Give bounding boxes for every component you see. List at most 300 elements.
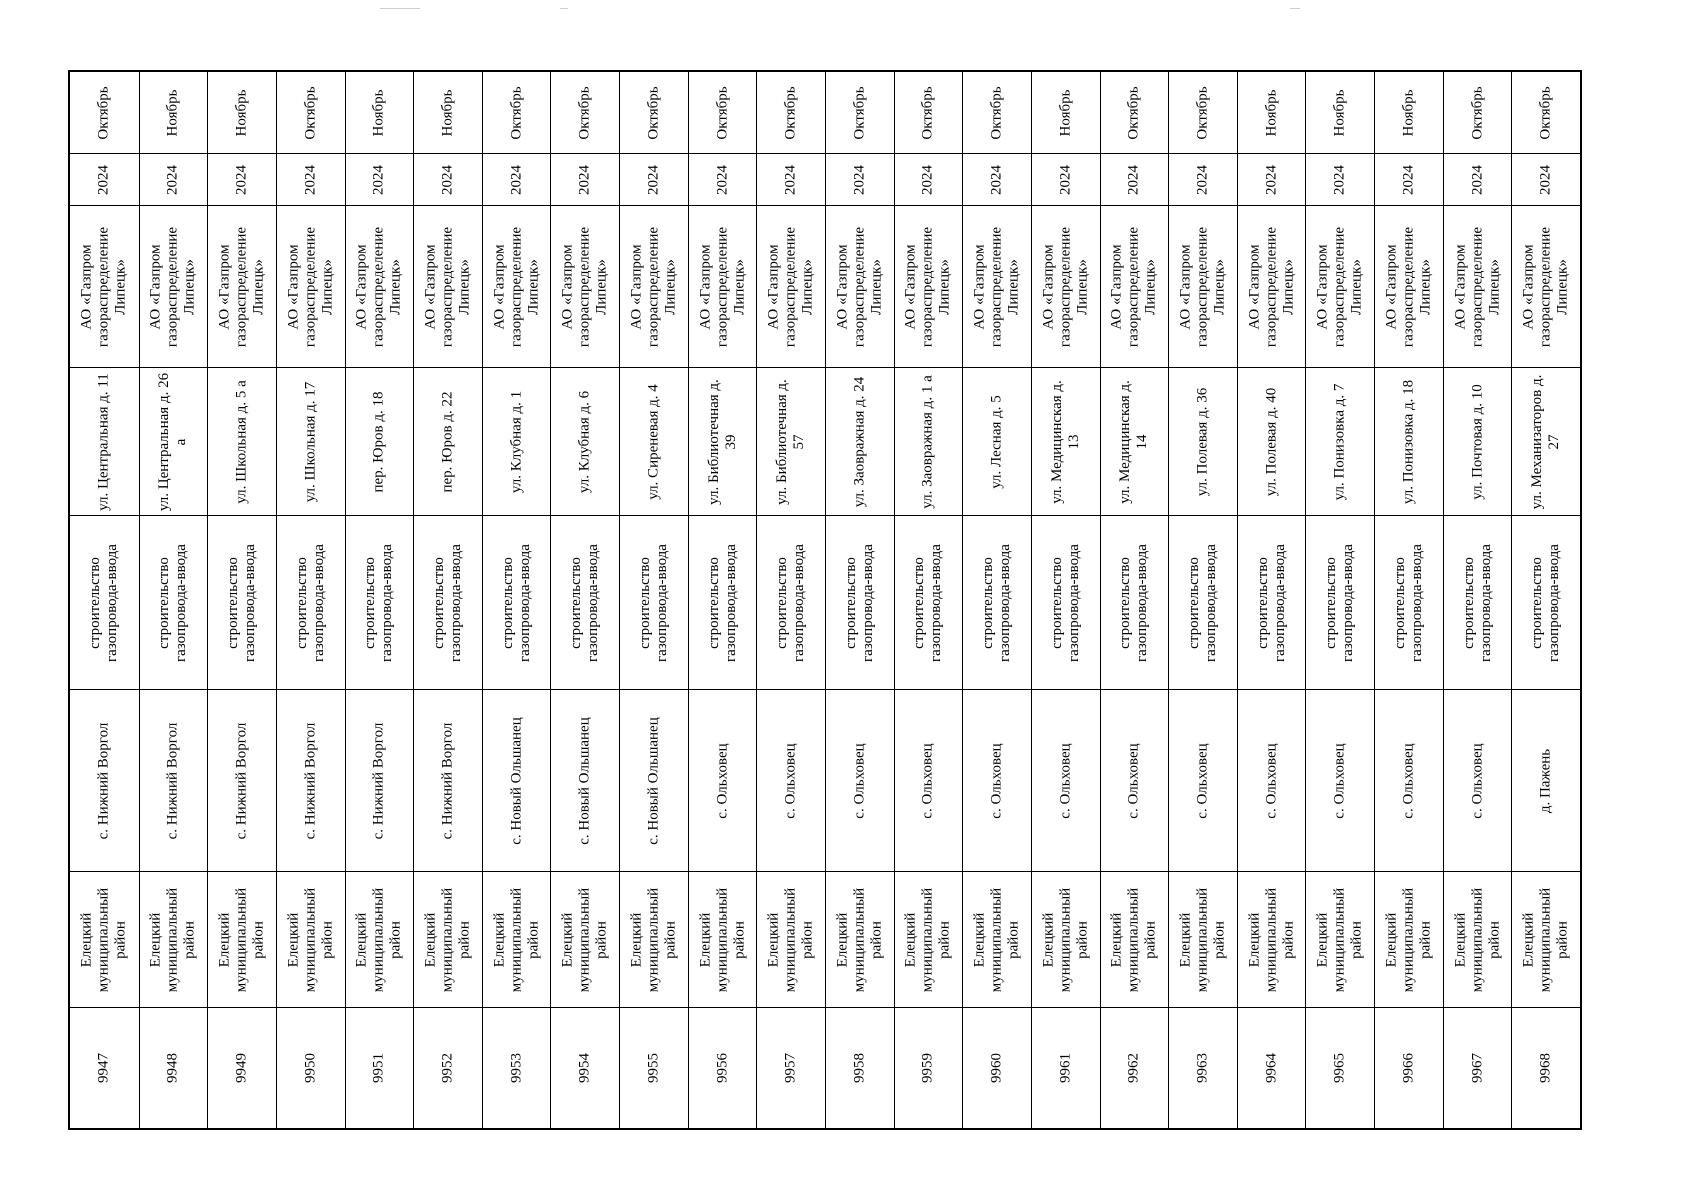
cell-month [1169, 72, 1237, 154]
cell-organization [1032, 206, 1100, 368]
address-text: ул. Библиотечная д. 39 [705, 378, 739, 505]
cell-settlement [1512, 690, 1580, 872]
cell-number [140, 1008, 208, 1128]
cell-month [689, 72, 757, 154]
organization-text: АО «Газпром газораспределение Липецк» [834, 226, 885, 347]
number-text: 9948 [164, 1053, 181, 1083]
cell-organization [140, 206, 208, 368]
work-type-text: строительство газопровода-ввода [1048, 543, 1082, 662]
scan-artifact [560, 8, 568, 9]
organization-text: АО «Газпром газораспределение Липецк» [1040, 226, 1091, 347]
cell-settlement [620, 690, 688, 872]
work-type-text: строительство газопровода-ввода [911, 543, 945, 662]
cell-address [689, 368, 757, 516]
month-text: Ноябрь [233, 89, 250, 136]
organization-text: АО «Газпром газораспределение Липецк» [1452, 226, 1503, 347]
table-row [1168, 72, 1237, 1128]
table-row [70, 72, 139, 1128]
district-text: Елецкий муниципальный район [147, 887, 198, 992]
organization-text: АО «Газпром газораспределение Липецк» [1314, 226, 1365, 347]
year-text: 2024 [851, 164, 868, 195]
cell-number [346, 1008, 414, 1128]
year-text: 2024 [1331, 164, 1348, 195]
cell-settlement [895, 690, 963, 872]
cell-work-type [70, 516, 139, 690]
cell-address [757, 368, 825, 516]
number-text: 9959 [919, 1053, 936, 1083]
work-type-text: строительство газопровода-ввода [1460, 543, 1494, 662]
cell-address [1375, 368, 1443, 516]
district-text: Елецкий муниципальный район [902, 887, 953, 992]
year-text: 2024 [439, 164, 456, 195]
work-type-text: строительство газопровода-ввода [1391, 543, 1425, 662]
district-text: Елецкий муниципальный район [216, 887, 267, 992]
organization-text: АО «Газпром газораспределение Липецк» [491, 226, 542, 347]
cell-work-type [1101, 516, 1169, 690]
address-text: ул. Школьная д. 17 [302, 381, 319, 502]
settlement-text: с. Ольховец [851, 742, 868, 819]
month-text: Октябрь [714, 85, 731, 140]
cell-settlement [757, 690, 825, 872]
cell-number [1512, 1008, 1580, 1128]
settlement-text: с. Ольховец [782, 742, 799, 819]
month-text: Октябрь [988, 85, 1005, 140]
district-text: Елецкий муниципальный район [1246, 887, 1297, 992]
organization-text: АО «Газпром газораспределение Липецк» [1520, 226, 1571, 347]
cell-settlement [208, 690, 276, 872]
cell-work-type [1444, 516, 1512, 690]
cell-settlement [689, 690, 757, 872]
district-text: Елецкий муниципальный район [491, 887, 542, 992]
cell-organization [963, 206, 1031, 368]
cell-address [1444, 368, 1512, 516]
cell-organization [689, 206, 757, 368]
cell-district [346, 872, 414, 1008]
cell-number [895, 1008, 963, 1128]
work-type-text: строительство газопровода-ввода [1117, 543, 1151, 662]
cell-organization [1306, 206, 1374, 368]
cell-work-type [551, 516, 619, 690]
number-text: 9960 [988, 1053, 1005, 1083]
year-text: 2024 [302, 164, 319, 195]
number-text: 9965 [1331, 1053, 1348, 1083]
cell-month [1101, 72, 1169, 154]
year-text: 2024 [233, 164, 250, 195]
cell-month [208, 72, 276, 154]
settlement-text: с. Нижний Воргол [233, 722, 250, 839]
cell-district [1375, 872, 1443, 1008]
cell-year [1512, 154, 1580, 206]
year-text: 2024 [508, 164, 525, 195]
cell-settlement [551, 690, 619, 872]
cell-address [1101, 368, 1169, 516]
year-text: 2024 [782, 164, 799, 195]
district-text: Елецкий муниципальный район [353, 887, 404, 992]
settlement-text: с. Новый Ольшанец [576, 716, 593, 845]
cell-number [414, 1008, 482, 1128]
cell-year [70, 154, 139, 206]
cell-organization [1444, 206, 1512, 368]
address-text: ул. Медицинская д. 13 [1048, 379, 1082, 504]
cell-number [1306, 1008, 1374, 1128]
cell-settlement [1101, 690, 1169, 872]
month-text: Ноябрь [1057, 89, 1074, 136]
settlement-text: с. Ольховец [919, 742, 936, 819]
address-text: ул. Почтовая д. 10 [1469, 383, 1486, 500]
year-text: 2024 [1057, 164, 1074, 195]
cell-organization [1375, 206, 1443, 368]
month-text: Октябрь [1194, 85, 1211, 140]
cell-year [346, 154, 414, 206]
cell-settlement [963, 690, 1031, 872]
table-row [619, 72, 688, 1128]
cell-organization [826, 206, 894, 368]
cell-district [70, 872, 139, 1008]
cell-work-type [1306, 516, 1374, 690]
address-text: ул. Понизовка д. 18 [1400, 379, 1417, 504]
cell-year [277, 154, 345, 206]
cell-year [689, 154, 757, 206]
work-type-text: строительство газопровода-ввода [225, 543, 259, 662]
cell-address [483, 368, 551, 516]
cell-organization [414, 206, 482, 368]
district-text: Елецкий муниципальный район [1108, 887, 1159, 992]
cell-organization [551, 206, 619, 368]
month-text: Ноябрь [1400, 89, 1417, 136]
cell-month [826, 72, 894, 154]
cell-month [483, 72, 551, 154]
cell-work-type [895, 516, 963, 690]
month-text: Октябрь [302, 85, 319, 140]
cell-work-type [140, 516, 208, 690]
cell-month [757, 72, 825, 154]
district-text: Елецкий муниципальный район [1040, 887, 1091, 992]
cell-year [1032, 154, 1100, 206]
cell-work-type [1032, 516, 1100, 690]
cell-district [895, 872, 963, 1008]
district-text: Елецкий муниципальный район [697, 887, 748, 992]
month-text: Октябрь [645, 85, 662, 140]
month-text: Ноябрь [1263, 89, 1280, 136]
cell-organization [895, 206, 963, 368]
number-text: 9953 [508, 1053, 525, 1083]
cell-work-type [689, 516, 757, 690]
cell-work-type [277, 516, 345, 690]
address-text: ул. Заовражная д. 24 [851, 376, 868, 507]
cell-year [1444, 154, 1512, 206]
cell-month [1032, 72, 1100, 154]
cell-work-type [963, 516, 1031, 690]
work-type-text: строительство газопровода-ввода [1323, 543, 1357, 662]
cell-year [620, 154, 688, 206]
cell-number [757, 1008, 825, 1128]
work-type-text: строительство газопровода-ввода [430, 543, 464, 662]
cell-work-type [826, 516, 894, 690]
table-row [894, 72, 963, 1128]
district-text: Елецкий муниципальный район [559, 887, 610, 992]
month-text: Октябрь [919, 85, 936, 140]
district-text: Елецкий муниципальный район [1520, 887, 1571, 992]
year-text: 2024 [95, 164, 112, 195]
month-text: Октябрь [576, 85, 593, 140]
cell-year [140, 154, 208, 206]
scan-artifact [1290, 8, 1300, 9]
work-type-text: строительство газопровода-ввода [774, 543, 808, 662]
number-text: 9950 [302, 1053, 319, 1083]
cell-work-type [483, 516, 551, 690]
cell-settlement [1032, 690, 1100, 872]
cell-district [140, 872, 208, 1008]
cell-address [1169, 368, 1237, 516]
cell-number [551, 1008, 619, 1128]
year-text: 2024 [919, 164, 936, 195]
number-text: 9957 [782, 1053, 799, 1083]
cell-work-type [346, 516, 414, 690]
cell-month [1375, 72, 1443, 154]
year-text: 2024 [1537, 164, 1554, 195]
cell-address [1238, 368, 1306, 516]
cell-organization [757, 206, 825, 368]
table-row [207, 72, 276, 1128]
organization-text: АО «Газпром газораспределение Липецк» [285, 226, 336, 347]
year-text: 2024 [1400, 164, 1417, 195]
cell-number [277, 1008, 345, 1128]
cell-year [895, 154, 963, 206]
month-text: Октябрь [851, 85, 868, 140]
cell-settlement [483, 690, 551, 872]
number-text: 9952 [439, 1053, 456, 1083]
number-text: 9958 [851, 1053, 868, 1083]
number-text: 9964 [1263, 1053, 1280, 1083]
year-text: 2024 [714, 164, 731, 195]
address-text: ул. Клубная д. 6 [576, 390, 593, 493]
number-text: 9961 [1057, 1053, 1074, 1083]
address-text: пер. Юров д. 22 [439, 390, 456, 493]
cell-settlement [1169, 690, 1237, 872]
table-row [756, 72, 825, 1128]
cell-district [1444, 872, 1512, 1008]
cell-organization [70, 206, 139, 368]
organization-text: АО «Газпром газораспределение Липецк» [147, 226, 198, 347]
cell-address [1306, 368, 1374, 516]
cell-number [1169, 1008, 1237, 1128]
organization-text: АО «Газпром газораспределение Липецк» [559, 226, 610, 347]
district-text: Елецкий муниципальный район [1452, 887, 1503, 992]
settlement-text: с. Ольховец [714, 742, 731, 819]
cell-settlement [140, 690, 208, 872]
cell-work-type [620, 516, 688, 690]
cell-work-type [1375, 516, 1443, 690]
year-text: 2024 [645, 164, 662, 195]
year-text: 2024 [988, 164, 1005, 195]
cell-district [689, 872, 757, 1008]
table-row [413, 72, 482, 1128]
month-text: Октябрь [95, 85, 112, 140]
month-text: Октябрь [1125, 85, 1142, 140]
number-text: 9956 [714, 1053, 731, 1083]
cell-year [208, 154, 276, 206]
cell-district [1032, 872, 1100, 1008]
cell-address [140, 368, 208, 516]
cell-settlement [1375, 690, 1443, 872]
district-text: Елецкий муниципальный район [834, 887, 885, 992]
settlement-text: с. Новый Ольшанец [645, 716, 662, 845]
work-type-text: строительство газопровода-ввода [980, 543, 1014, 662]
year-text: 2024 [1125, 164, 1142, 195]
address-text: ул. Библиотечная д. 57 [774, 378, 808, 505]
cell-organization [1238, 206, 1306, 368]
settlement-text: с. Нижний Воргол [439, 722, 456, 839]
cell-organization [208, 206, 276, 368]
cell-work-type [208, 516, 276, 690]
cell-year [826, 154, 894, 206]
number-text: 9951 [370, 1053, 387, 1083]
settlement-text: с. Ольховец [1057, 742, 1074, 819]
settlement-text: с. Ольховец [1400, 742, 1417, 819]
cell-number [1101, 1008, 1169, 1128]
cell-month [414, 72, 482, 154]
cell-organization [277, 206, 345, 368]
table-row [1237, 72, 1306, 1128]
cell-number [1238, 1008, 1306, 1128]
work-type-text: строительство газопровода-ввода [293, 543, 327, 662]
cell-settlement [70, 690, 139, 872]
cell-organization [483, 206, 551, 368]
cell-settlement [346, 690, 414, 872]
organization-text: АО «Газпром газораспределение Липецк» [1246, 226, 1297, 347]
cell-year [483, 154, 551, 206]
month-text: Октябрь [508, 85, 525, 140]
table-row [139, 72, 208, 1128]
address-text: ул. Полевая д. 40 [1263, 387, 1280, 496]
cell-month [963, 72, 1031, 154]
settlement-text: с. Новый Ольшанец [508, 716, 525, 845]
work-type-text: строительство газопровода-ввода [362, 543, 396, 662]
settlement-text: с. Нижний Воргол [95, 722, 112, 839]
organization-text: АО «Газпром газораспределение Липецк» [1108, 226, 1159, 347]
month-text: Октябрь [1469, 85, 1486, 140]
number-text: 9966 [1400, 1053, 1417, 1083]
cell-address [414, 368, 482, 516]
cell-district [277, 872, 345, 1008]
registry-table [68, 70, 1582, 1130]
district-text: Елецкий муниципальный район [971, 887, 1022, 992]
work-type-text: строительство газопровода-ввода [1254, 543, 1288, 662]
table-row [1100, 72, 1169, 1128]
cell-district [1101, 872, 1169, 1008]
district-text: Елецкий муниципальный район [765, 887, 816, 992]
table-row [550, 72, 619, 1128]
cell-year [1238, 154, 1306, 206]
year-text: 2024 [164, 164, 181, 195]
table-row [1511, 72, 1580, 1128]
cell-district [1238, 872, 1306, 1008]
cell-work-type [1238, 516, 1306, 690]
settlement-text: с. Нижний Воргол [164, 722, 181, 839]
organization-text: АО «Газпром газораспределение Липецк» [628, 226, 679, 347]
cell-address [1512, 368, 1580, 516]
district-text: Елецкий муниципальный район [422, 887, 473, 992]
cell-organization [1512, 206, 1580, 368]
month-text: Октябрь [782, 85, 799, 140]
cell-address [1032, 368, 1100, 516]
cell-year [1101, 154, 1169, 206]
table-row [482, 72, 551, 1128]
work-type-text: строительство газопровода-ввода [156, 543, 190, 662]
cell-organization [346, 206, 414, 368]
cell-number [1375, 1008, 1443, 1128]
month-text: Октябрь [1537, 85, 1554, 140]
cell-district [757, 872, 825, 1008]
district-text: Елецкий муниципальный район [1314, 887, 1365, 992]
district-text: Елецкий муниципальный район [628, 887, 679, 992]
cell-month [346, 72, 414, 154]
year-text: 2024 [1194, 164, 1211, 195]
organization-text: АО «Газпром газораспределение Липецк» [422, 226, 473, 347]
address-text: пер. Юров д. 18 [370, 390, 387, 493]
address-text: ул. Лесная д. 5 [988, 394, 1005, 489]
work-type-text: строительство газопровода-ввода [568, 543, 602, 662]
district-text: Елецкий муниципальный район [1177, 887, 1228, 992]
number-text: 9962 [1125, 1053, 1142, 1083]
organization-text: АО «Газпром газораспределение Липецк» [971, 226, 1022, 347]
settlement-text: с. Нижний Воргол [370, 722, 387, 839]
cell-settlement [277, 690, 345, 872]
cell-organization [1169, 206, 1237, 368]
settlement-text: с. Ольховец [1331, 742, 1348, 819]
cell-month [1512, 72, 1580, 154]
table-row [688, 72, 757, 1128]
address-text: ул. Центральная д. 11 [95, 372, 112, 511]
cell-organization [620, 206, 688, 368]
cell-address [208, 368, 276, 516]
year-text: 2024 [1469, 164, 1486, 195]
month-text: Ноябрь [439, 89, 456, 136]
organization-text: АО «Газпром газораспределение Липецк» [1383, 226, 1434, 347]
address-text: ул. Школьная д. 5 а [233, 379, 250, 504]
table-row [1443, 72, 1512, 1128]
organization-text: АО «Газпром газораспределение Липецк» [902, 226, 953, 347]
cell-number [620, 1008, 688, 1128]
cell-address [70, 368, 139, 516]
cell-year [1375, 154, 1443, 206]
cell-work-type [414, 516, 482, 690]
year-text: 2024 [576, 164, 593, 195]
work-type-text: строительство газопровода-ввода [1529, 543, 1563, 662]
cell-district [1169, 872, 1237, 1008]
cell-work-type [1169, 516, 1237, 690]
table-row [962, 72, 1031, 1128]
address-text: ул. Медицинская д. 14 [1117, 379, 1151, 504]
cell-number [483, 1008, 551, 1128]
settlement-text: с. Нижний Воргол [302, 722, 319, 839]
cell-address [895, 368, 963, 516]
cell-district [963, 872, 1031, 1008]
organization-text: АО «Газпром газораспределение Липецк» [353, 226, 404, 347]
district-text: Елецкий муниципальный район [1383, 887, 1434, 992]
month-text: Ноябрь [370, 89, 387, 136]
cell-number [1444, 1008, 1512, 1128]
cell-month [620, 72, 688, 154]
number-text: 9954 [576, 1053, 593, 1083]
cell-month [1444, 72, 1512, 154]
table-row [1305, 72, 1374, 1128]
cell-number [826, 1008, 894, 1128]
cell-work-type [757, 516, 825, 690]
cell-settlement [1238, 690, 1306, 872]
scan-artifact [380, 8, 420, 9]
table-row [1374, 72, 1443, 1128]
